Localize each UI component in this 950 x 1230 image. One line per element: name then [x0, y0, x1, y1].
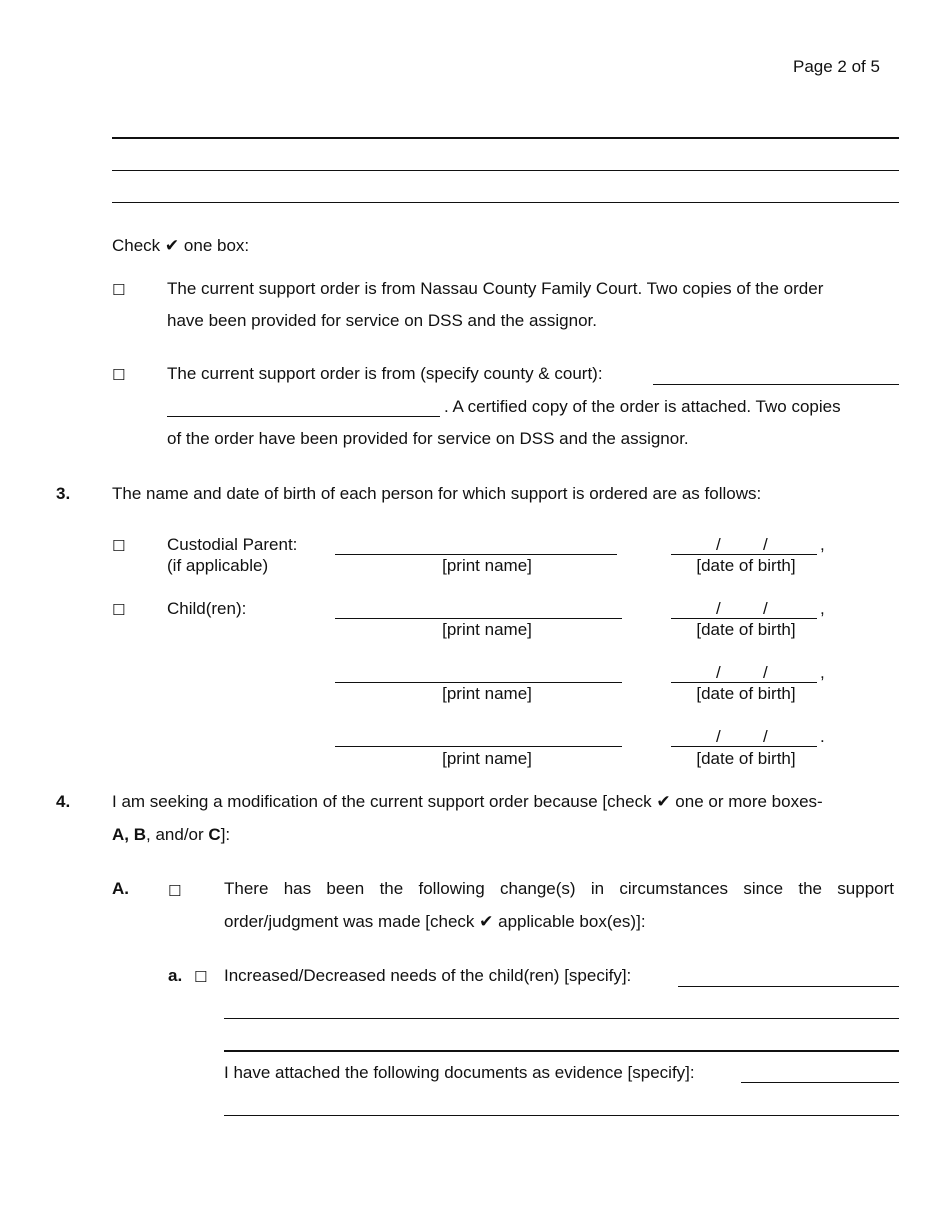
blank-line[interactable] [112, 170, 899, 171]
date-separator: / [763, 535, 768, 554]
page-number: Page 2 of 5 [793, 57, 880, 76]
comma: , [820, 535, 825, 554]
child-3-name-field[interactable] [335, 746, 622, 747]
child-3-dob-field[interactable] [671, 746, 817, 747]
blank-line[interactable] [112, 202, 899, 203]
date-separator: / [763, 599, 768, 618]
nassau-order-line1: The current support order is from Nassau County Family Court. Two copies of the order [167, 279, 824, 298]
checkbox-other-court-order[interactable]: ☐ [112, 366, 126, 384]
check-one-instruction: Check ✔ one box: [112, 236, 250, 255]
date-of-birth-label: [date of birth] [696, 556, 796, 575]
needs-specify-field-continued[interactable] [224, 1050, 899, 1052]
county-court-field[interactable] [653, 384, 899, 385]
evidence-specify-field-continued[interactable] [224, 1115, 899, 1116]
custodial-parent-dob-field[interactable] [671, 554, 817, 555]
child-1-name-field[interactable] [335, 618, 622, 619]
comma: , [820, 663, 825, 682]
checkmark-icon: ✔ [164, 236, 180, 255]
child-2-dob-field[interactable] [671, 682, 817, 683]
date-of-birth-label: [date of birth] [696, 620, 796, 639]
custodial-parent-label: Custodial Parent: [167, 535, 298, 554]
date-separator: / [716, 599, 721, 618]
blank-line[interactable] [112, 137, 899, 139]
child-1-dob-field[interactable] [671, 618, 817, 619]
checkbox-custodial-parent[interactable]: ☐ [112, 537, 126, 555]
nassau-order-line2: have been provided for service on DSS and the assignor. [167, 311, 597, 330]
section-4-number: 4. [56, 792, 71, 811]
checkmark-icon: ✔ [656, 792, 671, 811]
section-3-text: The name and date of birth of each person for which support is ordered are as follows: [112, 484, 762, 503]
section-3-number: 3. [56, 484, 71, 503]
date-separator: / [763, 727, 768, 746]
period: . [820, 727, 825, 746]
date-of-birth-label: [date of birth] [696, 749, 796, 768]
section-4-line1: I am seeking a modification of the current support order because [check ✔ one or more boxes- [112, 792, 823, 811]
checkbox-increased-decreased-needs[interactable]: ☐ [194, 968, 208, 986]
checkbox-change-in-circumstances[interactable]: ☐ [168, 882, 182, 900]
date-separator: / [763, 663, 768, 682]
increased-decreased-needs-text: Increased/Decreased needs of the child(ren) [specify]: [224, 966, 632, 985]
if-applicable-note: (if applicable) [167, 556, 269, 575]
checkbox-nassau-order[interactable]: ☐ [112, 281, 126, 299]
checkbox-children[interactable]: ☐ [112, 601, 126, 619]
date-separator: / [716, 727, 721, 746]
evidence-specify-field[interactable] [741, 1082, 899, 1083]
change-in-circumstances-line2: order/judgment was made [check ✔ applicable box(es)]: [224, 912, 646, 931]
item-A-letter: A. [112, 879, 129, 898]
other-order-line2: . A certified copy of the order is attached. Two copies [444, 397, 841, 416]
date-separator: / [716, 535, 721, 554]
needs-specify-field-continued[interactable] [224, 1018, 899, 1019]
child-2-name-field[interactable] [335, 682, 622, 683]
other-order-line3: of the order have been provided for service on DSS and the assignor. [167, 429, 689, 448]
print-name-label: [print name] [442, 620, 532, 639]
checkmark-icon: ✔ [479, 912, 494, 931]
other-order-line1: The current support order is from (specify county & court): [167, 364, 603, 383]
custodial-parent-name-field[interactable] [335, 554, 617, 555]
date-separator: / [716, 663, 721, 682]
change-in-circumstances-line1: There has been the following change(s) in circumstances since the support [224, 879, 894, 898]
county-court-field-continued[interactable] [167, 416, 440, 417]
needs-specify-field[interactable] [678, 986, 899, 987]
date-of-birth-label: [date of birth] [696, 684, 796, 703]
section-4-line2: A, B, and/or C]: [112, 825, 231, 844]
children-label: Child(ren): [167, 599, 247, 618]
print-name-label: [print name] [442, 556, 532, 575]
comma: , [820, 599, 825, 618]
evidence-text: I have attached the following documents as evidence [specify]: [224, 1063, 695, 1082]
item-a-letter: a. [168, 966, 183, 985]
print-name-label: [print name] [442, 684, 532, 703]
print-name-label: [print name] [442, 749, 532, 768]
